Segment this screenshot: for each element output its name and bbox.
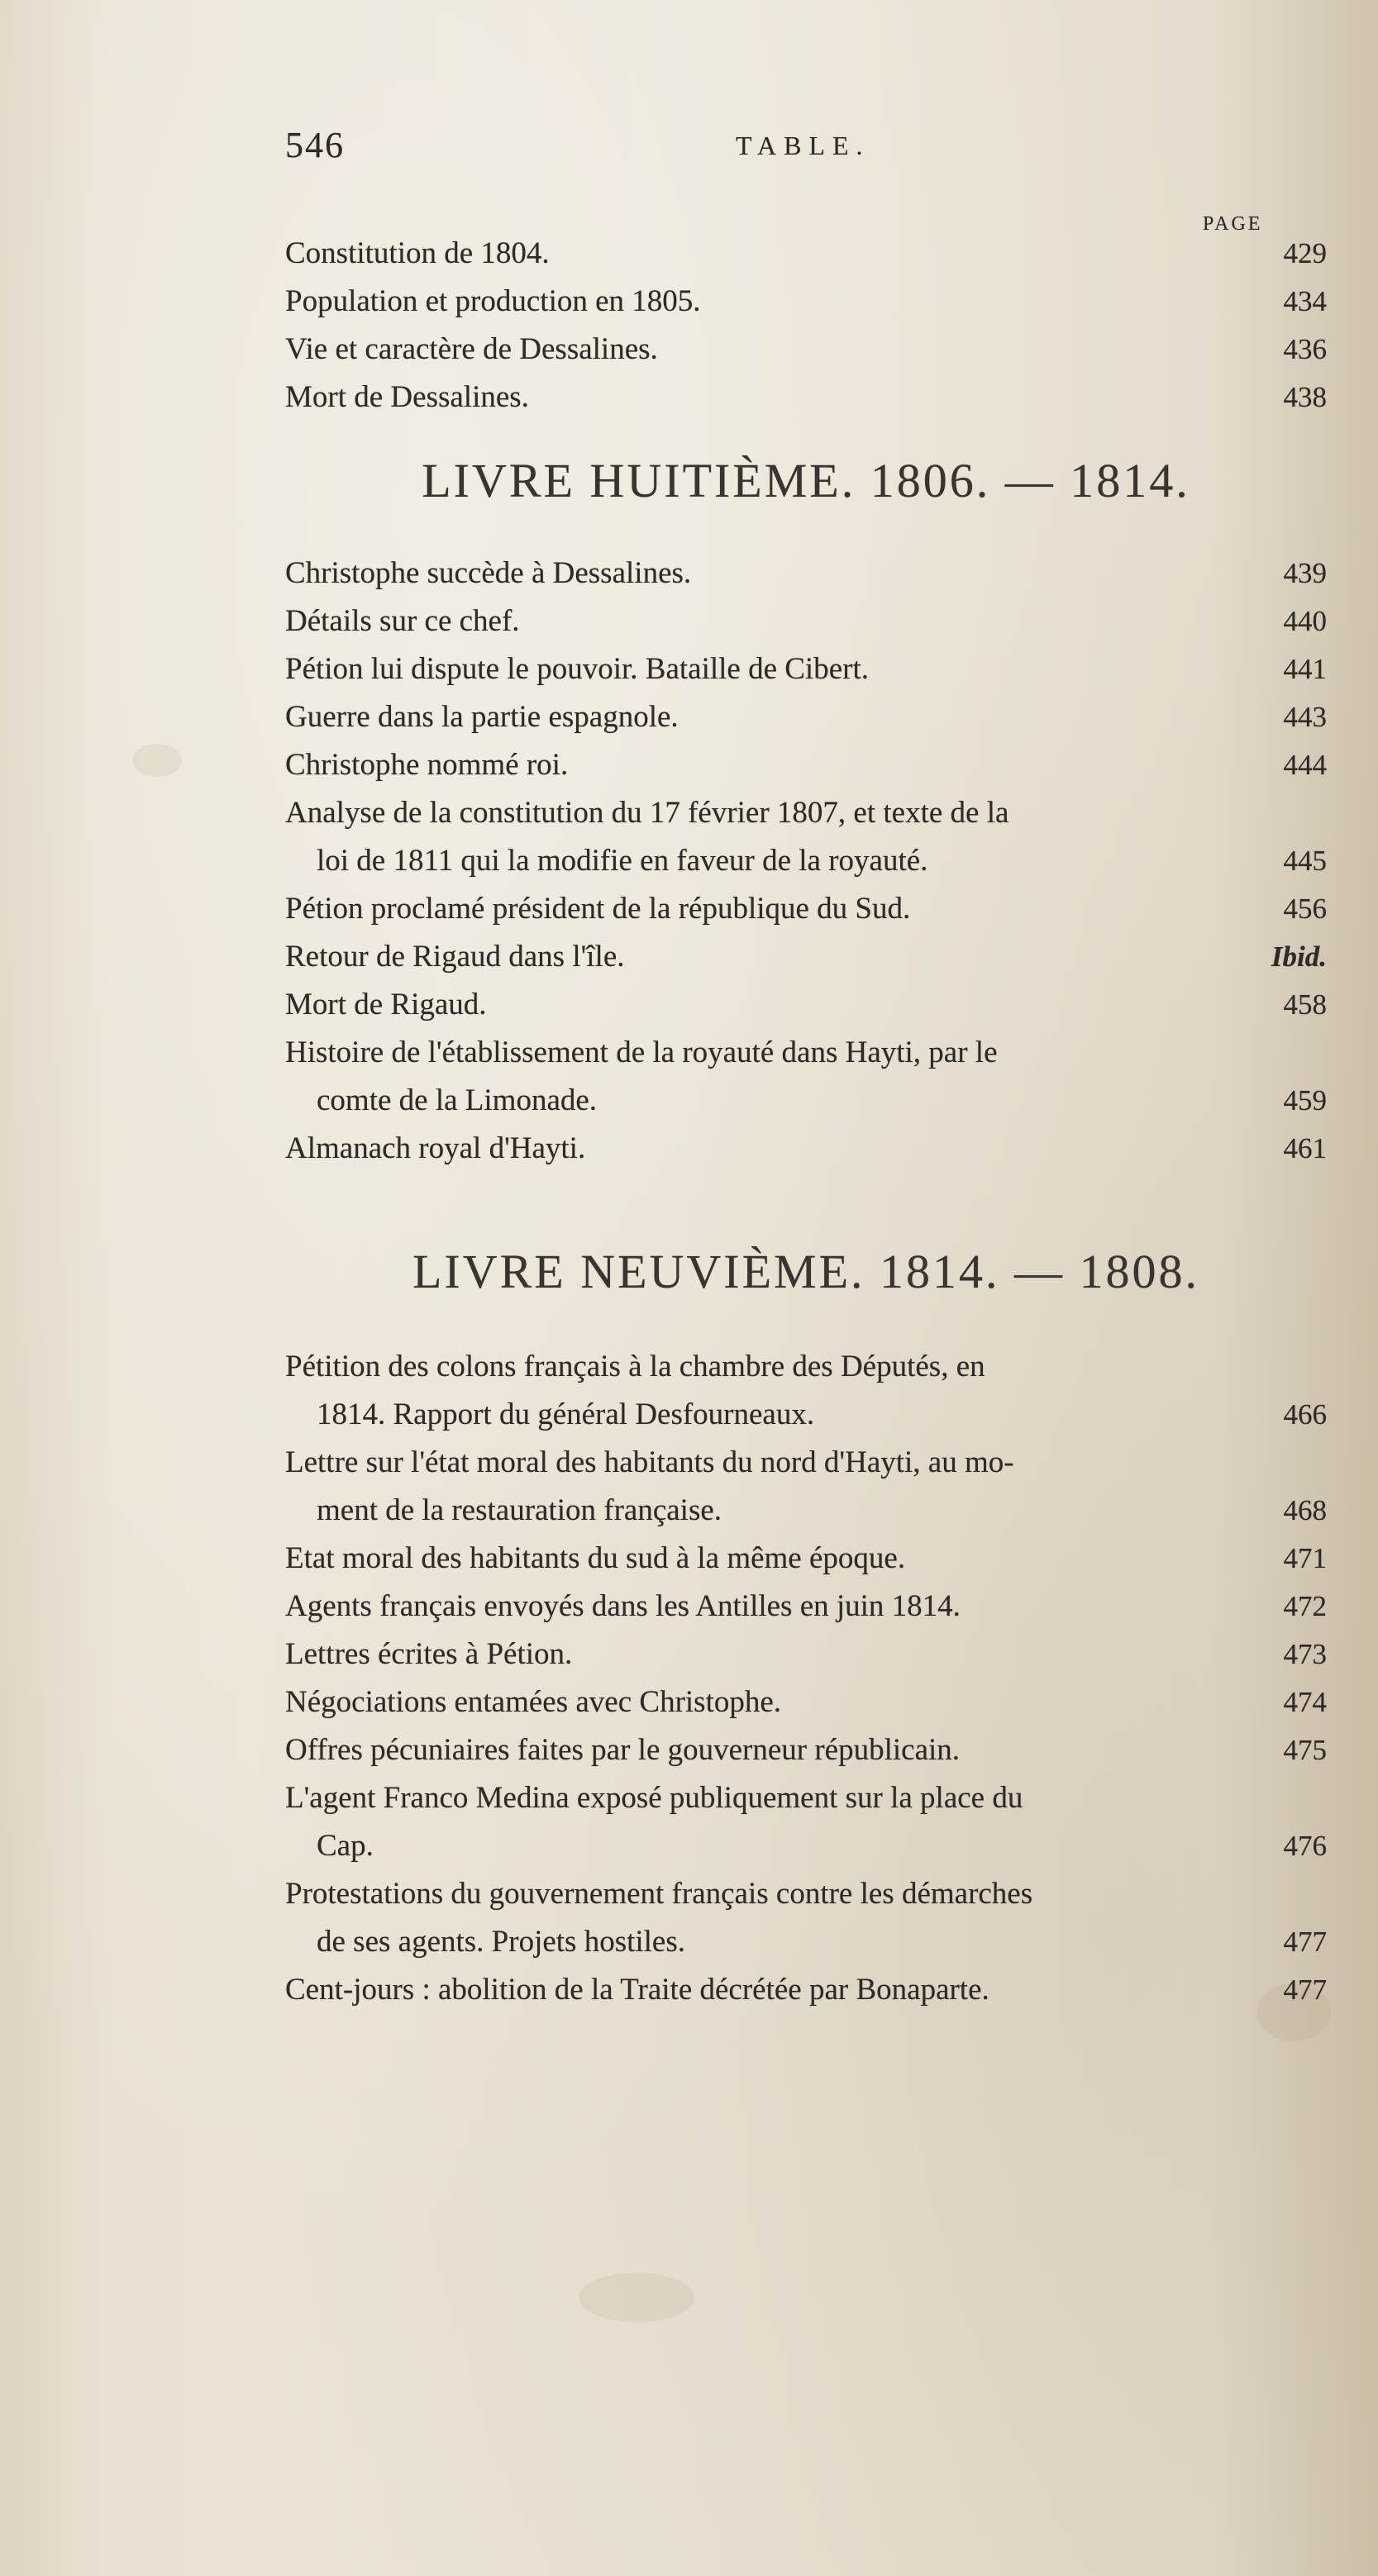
entry-page: 461 [1283, 1132, 1327, 1164]
entry-title-line-1: Lettre sur l'état moral des habitants du nord d'Hayti, au mo- [285, 1445, 1014, 1479]
toc-entry [285, 326, 1327, 374]
entry-page: 439 [1283, 557, 1327, 589]
section-entries [285, 230, 1327, 421]
entry-title: Négociations entamées avec Christophe. [285, 1685, 782, 1719]
toc-entry [285, 598, 1327, 645]
toc-entry [285, 1343, 1327, 1439]
entry-page: Ibid. [1271, 940, 1327, 973]
entry-page: 445 [1283, 845, 1327, 877]
toc-entry [285, 741, 1327, 789]
entry-title-line-2: Cap. [317, 1829, 374, 1863]
entry-page: 466 [1283, 1398, 1327, 1431]
section-entries [285, 550, 1327, 1173]
toc-entry [285, 1583, 1327, 1631]
toc-entry [285, 1029, 1327, 1125]
entry-title: Vie et caractère de Dessalines. [285, 332, 658, 366]
toc-entry [285, 550, 1327, 598]
entry-title-line-1: Protestations du gouvernement français contre les démarches [285, 1877, 1033, 1911]
entry-title: Retour de Rigaud dans l'île. [285, 940, 625, 974]
entry-title: Almanach royal d'Hayti. [285, 1131, 586, 1165]
toc-entry [285, 1678, 1327, 1726]
entry-page: 459 [1283, 1084, 1327, 1117]
toc-entry [285, 374, 1327, 421]
entry-title-line-1: Histoire de l'établissement de la royauté dans Hayti, par le [285, 1036, 998, 1069]
section-entries [285, 1343, 1327, 2014]
entry-page: 443 [1283, 701, 1327, 733]
toc-entry [285, 1726, 1327, 1774]
entry-page: 475 [1283, 1734, 1327, 1766]
toc-entry [285, 693, 1327, 741]
book-heading: LIVRE NEUVIÈME. 1814. — 1808. [412, 1245, 1200, 1298]
entry-page: 476 [1283, 1830, 1327, 1862]
toc-entry [285, 885, 1327, 933]
entry-title-line-2: ment de la restauration française. [317, 1493, 722, 1527]
toc-entry [285, 230, 1327, 278]
entry-title: Pétion lui dispute le pouvoir. Bataille de Cibert. [285, 652, 869, 686]
entry-page: 440 [1283, 605, 1327, 637]
entry-page: 468 [1283, 1494, 1327, 1526]
entry-title-line-1: Pétition des colons français à la chambre des Députés, en [285, 1350, 985, 1383]
entry-page: 473 [1283, 1638, 1327, 1670]
entry-title: Mort de Rigaud. [285, 988, 487, 1021]
entry-title: Christophe succède à Dessalines. [285, 556, 692, 590]
toc-entry [285, 645, 1327, 693]
toc-entry [285, 1439, 1327, 1535]
entry-title: Pétion proclamé président de la république du Sud. [285, 892, 911, 926]
entry-title: Guerre dans la partie espagnole. [285, 700, 679, 734]
book-heading: LIVRE HUITIÈME. 1806. — 1814. [422, 454, 1190, 507]
entry-page: 477 [1283, 1926, 1327, 1958]
paper-stain [579, 2273, 694, 2322]
entry-title-line-2: loi de 1811 qui la modifie en faveur de la royauté. [317, 844, 928, 878]
entry-page: 444 [1283, 749, 1327, 781]
entry-page: 429 [1283, 237, 1327, 269]
running-title: TABLE. [736, 131, 870, 160]
entry-title: Agents français envoyés dans les Antilles en juin 1814. [285, 1589, 961, 1623]
toc-entry [285, 1774, 1327, 1870]
entry-page: 458 [1283, 988, 1327, 1021]
page-column-label: PAGE [1203, 213, 1263, 235]
entry-title: Offres pécuniaires faites par le gouverneur républicain. [285, 1733, 961, 1767]
entry-page: 471 [1283, 1542, 1327, 1574]
entry-page: 434 [1283, 285, 1327, 317]
toc-entry [285, 1631, 1327, 1678]
entry-title-line-1: L'agent Franco Medina exposé publiquement sur la place du [285, 1781, 1023, 1815]
entry-title-line-2: comte de la Limonade. [317, 1083, 598, 1117]
entry-title-line-2: de ses agents. Projets hostiles. [317, 1925, 686, 1959]
entry-title: Détails sur ce chef. [285, 604, 520, 638]
toc-entry [285, 1966, 1327, 2014]
entry-title: Constitution de 1804. [285, 236, 550, 270]
entry-title-line-2: 1814. Rapport du général Desfourneaux. [317, 1398, 815, 1431]
entry-title: Population et production en 1805. [285, 284, 701, 318]
toc-entry [285, 278, 1327, 326]
entry-page: 436 [1283, 333, 1327, 365]
page-number: 546 [285, 125, 345, 165]
entry-page: 477 [1283, 1974, 1327, 2006]
entry-page: 474 [1283, 1686, 1327, 1718]
entry-title: Cent-jours : abolition de la Traite décrétée par Bonaparte. [285, 1973, 989, 2007]
entry-page: 438 [1283, 381, 1327, 413]
toc-entry [285, 933, 1327, 981]
entry-title: Mort de Dessalines. [285, 380, 529, 414]
entry-title-line-1: Analyse de la constitution du 17 février 1807, et texte de la [285, 796, 1009, 830]
toc-entry [285, 1125, 1327, 1173]
toc-entry [285, 981, 1327, 1029]
entry-title: Lettres écrites à Pétion. [285, 1637, 573, 1671]
entry-page: 472 [1283, 1590, 1327, 1622]
paper-stain [132, 744, 182, 777]
entry-title: Etat moral des habitants du sud à la même époque. [285, 1541, 906, 1575]
entry-title: Christophe nommé roi. [285, 748, 569, 782]
running-head [285, 124, 1294, 174]
entry-page: 456 [1283, 893, 1327, 925]
toc-entry [285, 1870, 1327, 1966]
toc-entry [285, 789, 1327, 885]
entry-page: 441 [1283, 653, 1327, 685]
toc-entry [285, 1535, 1327, 1583]
